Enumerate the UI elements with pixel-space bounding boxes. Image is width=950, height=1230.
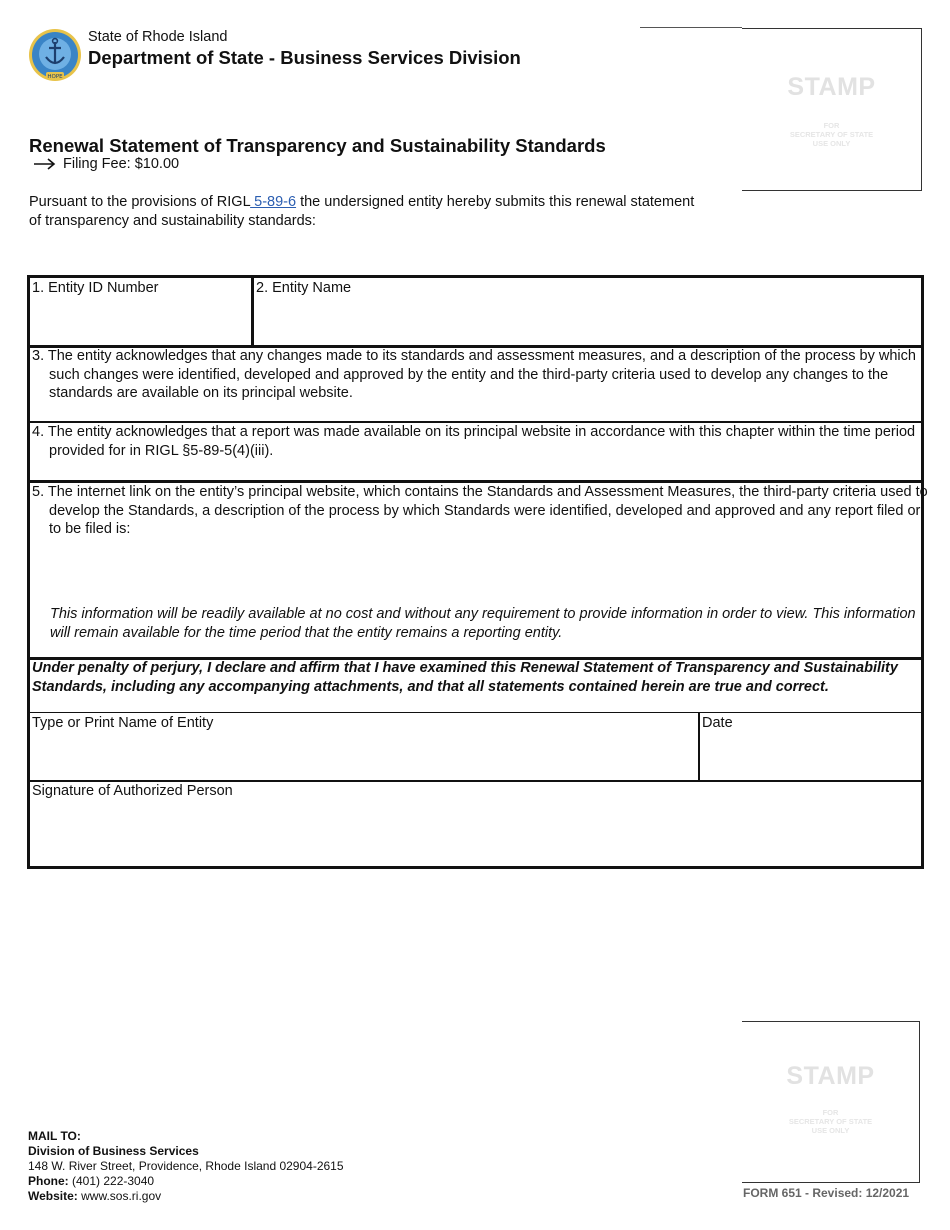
stamp-note-1: FOR [823, 121, 840, 130]
stamp-note-2: SECRETARY OF STATE [788, 1117, 873, 1126]
website-label: Website: [28, 1189, 78, 1203]
intro-before: Pursuant to the provisions of RIGL [29, 194, 251, 210]
intro-after: the undersigned entity hereby submits this renewal statement of transparency and sustainability standards: [29, 194, 695, 229]
seal-motto: HOPE [47, 74, 63, 80]
item-5-text: 5. The internet link on the entity’s principal website, which contains the Standards and Assessment Measures, the third-party criteria used to develop the Standards, a description of the process by which Standards were identified, developed and approved and any report filed or to be filed is: [32, 484, 928, 537]
stamp-word: STAMP [787, 73, 876, 101]
phone-label: Phone: [28, 1174, 69, 1188]
stamp-note-3: USE ONLY [812, 139, 851, 148]
item-3-text: 3. The entity acknowledges that any changes made to its standards and assessment measures, and a description of the process by which such changes were identified, developed and approved by the entity and the third-party criteria used to develop any changes to the standards are available on its principal website. [32, 348, 916, 401]
website-url[interactable]: www.sos.ri.gov [77, 1189, 162, 1203]
declaration-bottom-rule [30, 712, 921, 713]
mail-division: Division of Business Services [28, 1144, 199, 1158]
state-seal-icon [28, 28, 82, 82]
stamp-note-1: FOR [822, 1108, 839, 1117]
arrow-right-icon [33, 158, 57, 170]
stamp-box-top [742, 28, 922, 191]
stamp-note-3: USE ONLY [811, 1126, 850, 1135]
rigl-link[interactable]: 5-89-6 [250, 194, 297, 210]
perjury-declaration: Under penalty of perjury, I declare and affirm that I have examined this Renewal Statement of Transparency and Sustainability Standards, including any accompanying attachments, and that all statements contained herein are true and correct. [32, 660, 898, 695]
mail-heading: MAIL TO: [28, 1129, 81, 1143]
stamp-top-rule [640, 27, 742, 28]
print-entity-name-label: Type or Print Name of Entity [32, 715, 214, 731]
signature-label: Signature of Authorized Person [32, 783, 233, 799]
mailing-address [28, 1129, 344, 1204]
department-name: Department of State - Business Services Division [88, 47, 521, 68]
form-table [27, 275, 928, 869]
entity-name-label: 2. Entity Name [256, 280, 352, 296]
mail-address: 148 W. River Street, Providence, Rhode Island 02904-2615 [28, 1159, 344, 1173]
item-5-note: This information will be readily available at no cost and without any requirement to provide information in order to view. This information will remain available for the time period that the entity remains a reporting entity. [50, 606, 916, 641]
stamp-word: STAMP [786, 1062, 875, 1090]
stamp-note-2: SECRETARY OF STATE [789, 130, 874, 139]
entity-id-label: 1. Entity ID Number [32, 280, 159, 296]
form-number: FORM 651 - Revised: 12/2021 [743, 1186, 910, 1200]
filing-fee-text: Filing Fee: $10.00 [63, 156, 180, 172]
date-divider [698, 713, 700, 780]
filing-fee [33, 156, 179, 172]
item-4-text: 4. The entity acknowledges that a report was made available on its principal website in accordance with this chapter within the time period provided for in RIGL §5-89-5(4)(iii). [32, 424, 916, 459]
row1-divider [251, 278, 254, 345]
stamp-box-bottom [742, 1021, 920, 1183]
phone-number: (401) 222-3040 [68, 1174, 155, 1188]
form-title: Renewal Statement of Transparency and Sustainability Standards [29, 135, 606, 156]
date-label: Date [702, 715, 733, 731]
state-name: State of Rhode Island [88, 29, 228, 45]
intro-paragraph [29, 193, 699, 231]
